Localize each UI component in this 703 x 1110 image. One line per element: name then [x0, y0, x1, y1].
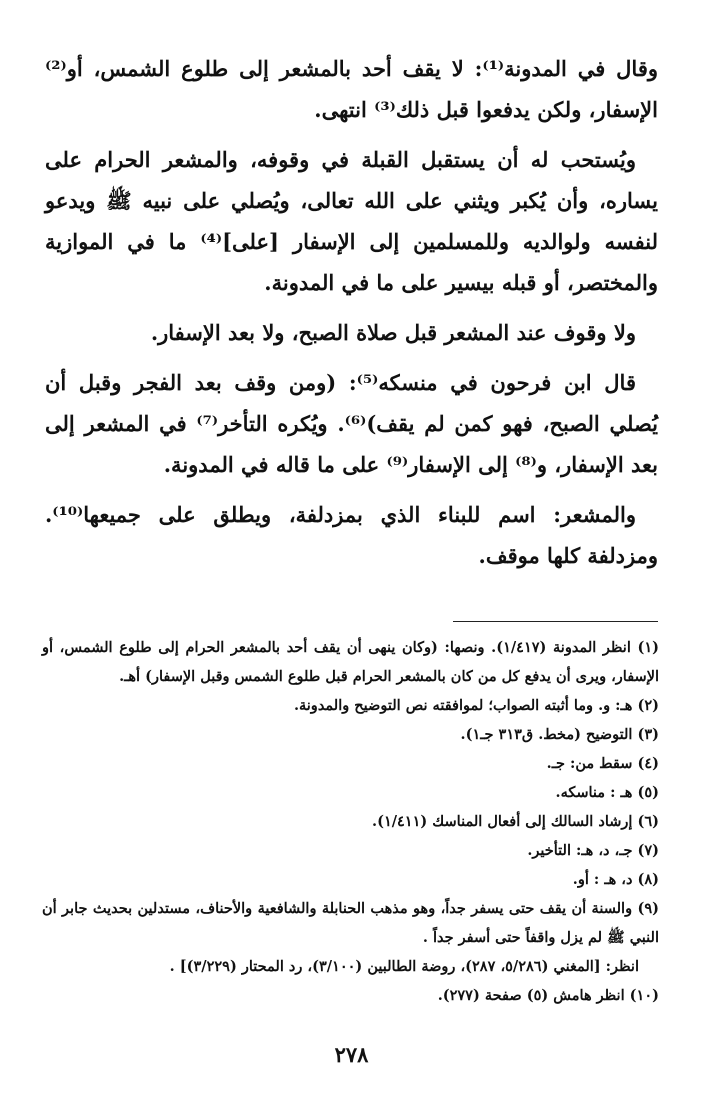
- footnote-10: (١٠) انظر هامش (٥) صفحة (٢٧٧).: [437, 987, 659, 1004]
- footnote-2: (٢) هـ: و. وما أثبته الصواب؛ لموافقته نص التوضيح والمدونة.: [293, 697, 659, 714]
- footnotes: [42, 633, 659, 1010]
- paragraph-1: وقال في المدونة⁽¹⁾: لا يقف أحد بالمشعر إلى طلوع الشمس، أو⁽²⁾ الإسفار، ولكن يدفعوا قبل ذلك⁽³⁾ انتهى.: [45, 56, 659, 122]
- footnote-9-references: انظر: [المغني (٥/٢٨٦، ٢٨٧)، روضة الطالبين (٣/١٠٠)، رد المحتار (٣/٢٢٩)] .: [169, 958, 639, 975]
- footnote-1: (١) انظر المدونة (١/٤١٧). ونصها: (وكان ينهى أن يقف أحد بالمشعر الحرام إلى طلوع الشمس، أو الإسفار، ويرى أن يدفع كل من كان بالمشعر الحرام قبل طلوع الشمس وقبل الإسفار) أهـ.: [42, 639, 659, 685]
- footnote-4: (٤) سقط من: جـ.: [546, 755, 659, 772]
- footnote-7: (٧) جـ، د، هـ: التأخير.: [527, 842, 659, 859]
- footnote-6: (٦) إرشاد السالك إلى أفعال المناسك (١/٤١١).: [372, 813, 659, 830]
- paragraph-4: قال ابن فرحون في منسكه⁽⁵⁾: (ومن وقف بعد الفجر وقبل أن يُصلي الصبح، فهو كمن لم يقف)⁽⁶⁾. ويُكره التأخر⁽⁷⁾ في المشعر إلى بعد الإسفار، و⁽⁸⁾ إلى الإسفار⁽⁹⁾ على ما قاله في المدونة.: [45, 370, 658, 477]
- footnote-9: (٩) والسنة أن يقف حتى يسفر جداً، وهو مذهب الحنابلة والشافعية والأحناف، مستدلين بحديث جابر أن النبي ﷺ لم يزل واقفاً حتى أسفر جداً .: [42, 900, 659, 946]
- footnote-5: (٥) هـ : مناسكه.: [555, 784, 659, 801]
- footnote-3: (٣) التوضيح (مخط. ق٣١٣ جـ١).: [460, 726, 659, 743]
- page-number: ٢٧٨: [334, 1042, 369, 1067]
- paragraph-2: ويُستحب له أن يستقبل القبلة في وقوفه، والمشعر الحرام على يساره، وأن يُكبر ويثني على الله تعالى، ويُصلي على نبيه ﷺ ويدعو لنفسه ولوالديه وللمسلمين إلى الإسفار [على]⁽⁴⁾ ما في الموازية والمختصر، أو قبله بيسير على ما في المدونة.: [45, 147, 658, 295]
- paragraph-5: والمشعر: اسم للبناء الذي بمزدلفة، ويطلق على جميعها⁽¹⁰⁾. ومزدلفة كلها موقف.: [45, 502, 658, 568]
- footnote-divider: [453, 621, 658, 622]
- paragraph-3: ولا وقوف عند المشعر قبل صلاة الصبح، ولا بعد الإسفار.: [150, 320, 636, 345]
- main-text: [45, 48, 658, 585]
- footnote-8: (٨) د، هـ : أو.: [572, 871, 659, 888]
